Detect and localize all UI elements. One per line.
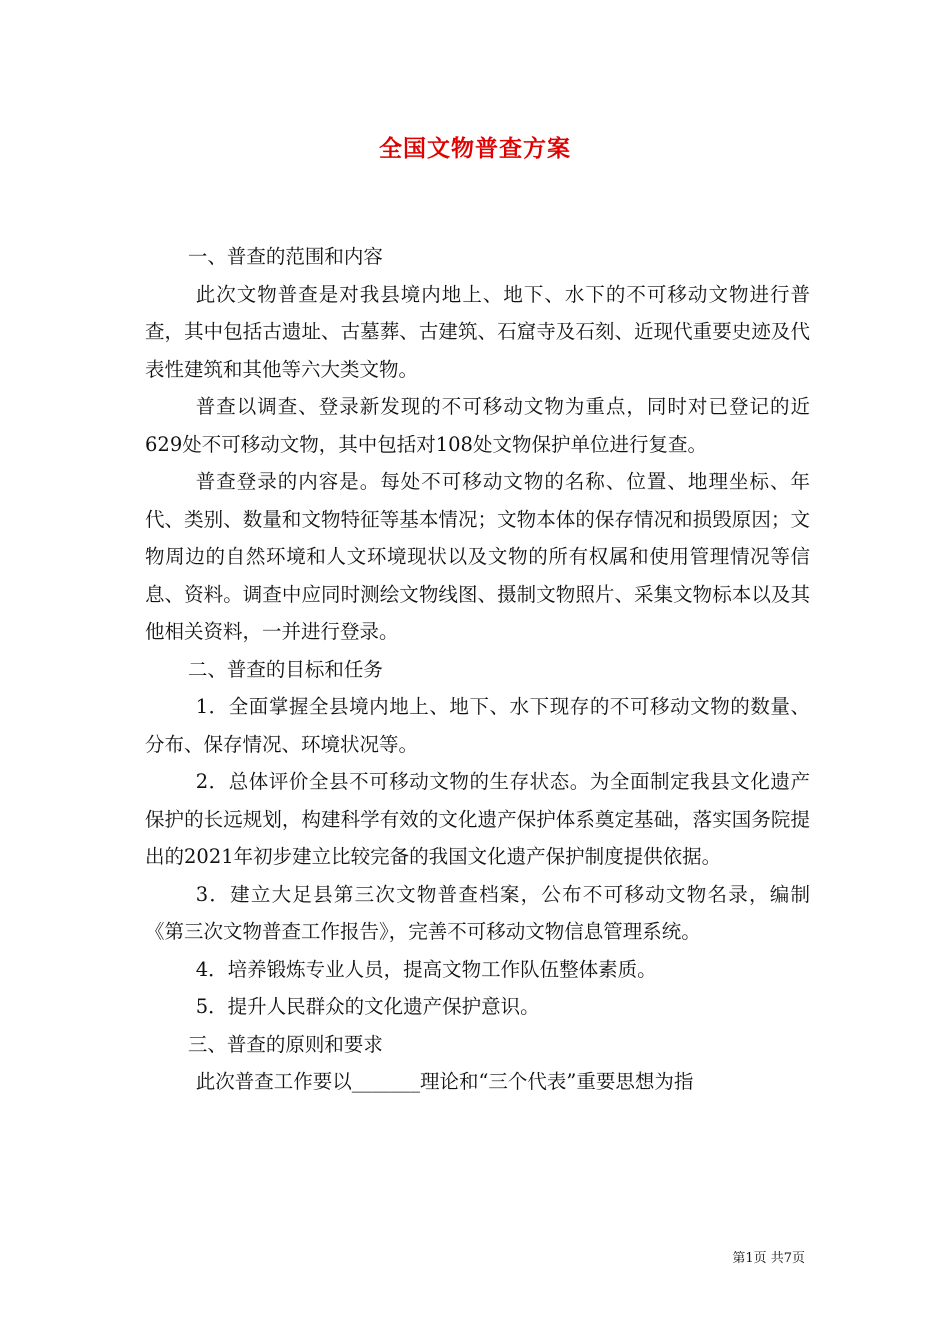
section-heading-3: 三、普查的原则和要求 <box>187 1032 383 1056</box>
list-item-2: 2．总体评价全县不可移动文物的生存状态。为全面制定我县文化遗产保护的长远规划，构建科学有效的文化遗产保护体系奠定基础，落实国务院提出的2021年初步建立比较完备的我国文化遗产保护制度提供依据。 <box>145 770 810 868</box>
page-number: 第1页 共7页 <box>732 1251 805 1266</box>
paragraph: 此次普查工作要以_______理论和“三个代表”重要思想为指 <box>195 1070 694 1093</box>
paragraph: 此次文物普查是对我县境内地上、地下、水下的不可移动文物进行普查，其中包括古遗址、古墓葬、古建筑、石窟寺及石刻、近现代重要史迹及代表性建筑和其他等六大类文物。 <box>145 282 810 381</box>
section-heading-1: 一、普查的范围和内容 <box>187 245 383 268</box>
paragraph: 普查以调查、登录新发现的不可移动文物为重点，同时对已登记的近629处不可移动文物，其中包括对108处文物保护单位进行复查。 <box>145 395 810 456</box>
document-body <box>145 238 810 1101</box>
list-item-1: 1．全面掌握全县境内地上、地下、水下现存的不可移动文物的数量、分布、保存情况、环境状况等。 <box>145 695 810 756</box>
page-title: 全国文物普查方案 <box>379 135 571 162</box>
paragraph: 普查登录的内容是。每处不可移动文物的名称、位置、地理坐标、年代、类别、数量和文物特征等基本情况；文物本体的保存情况和损毁原因；文物周边的自然环境和人文环境现状以及文物的所有权属和使用管理情况等信息、资料。调查中应同时测绘文物线图、摄制文物照片、采集文物标本以及其他相关资料，一并进行登录。 <box>145 470 810 643</box>
list-item-3: 3．建立大足县第三次文物普查档案，公布不可移动文物名录，编制《第三次文物普查工作报告》，完善不可移动文物信息管理系统。 <box>145 882 810 943</box>
section-heading-2: 二、普查的目标和任务 <box>187 657 383 681</box>
list-item-4: 4．培养锻炼专业人员，提高文物工作队伍整体素质。 <box>195 957 657 981</box>
list-item-5: 5．提升人民群众的文化遗产保护意识。 <box>195 995 540 1018</box>
